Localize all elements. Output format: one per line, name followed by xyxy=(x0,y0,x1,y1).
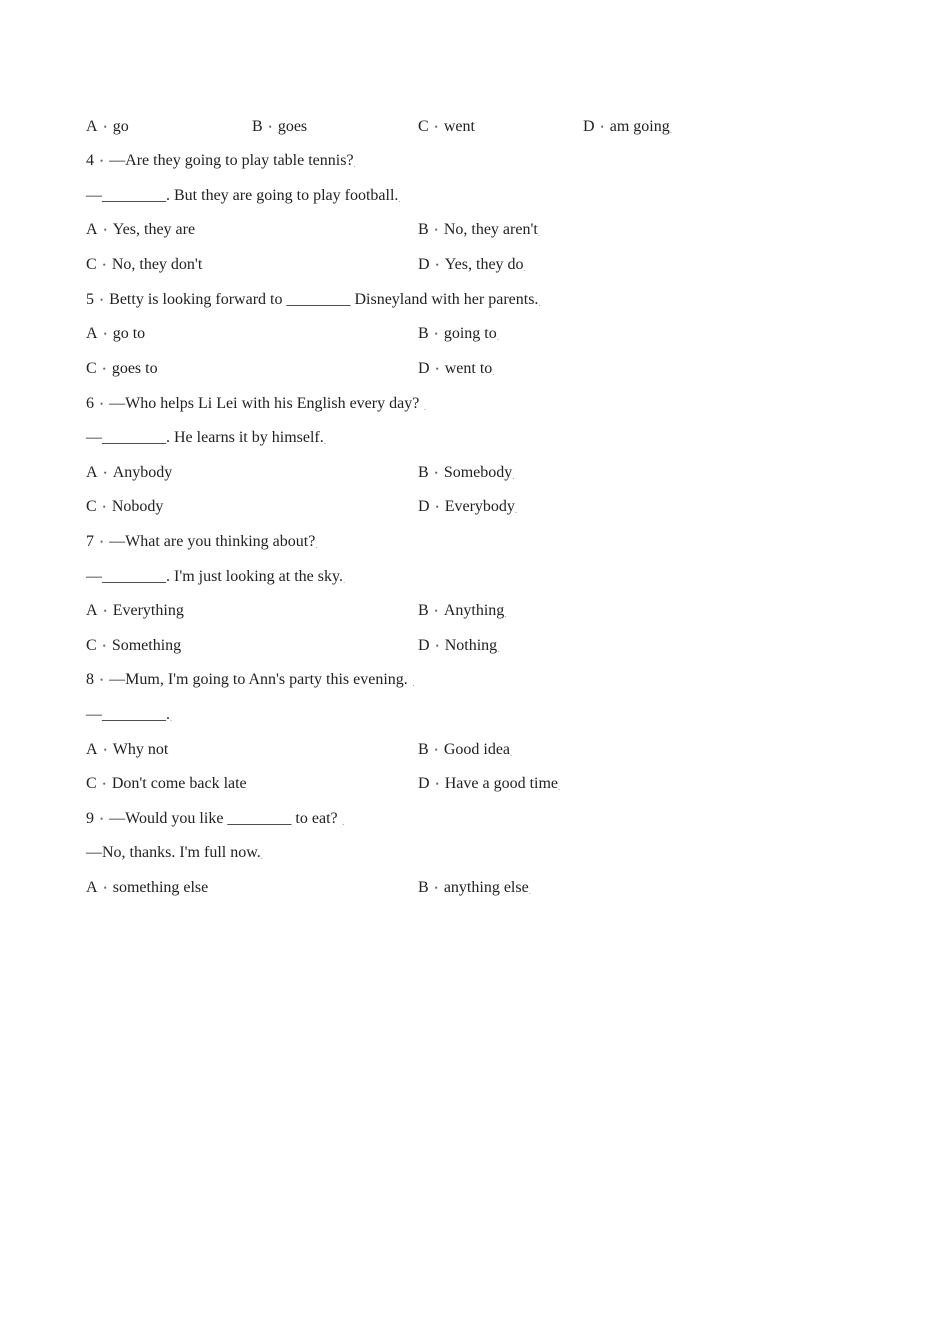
question-number: 8 xyxy=(86,671,94,688)
option-text: Everybody xyxy=(444,498,515,515)
q5-option-c[interactable]: C • goes to xyxy=(86,357,158,381)
option-letter: B xyxy=(418,325,429,342)
q7-option-c[interactable]: C • Something xyxy=(86,634,181,658)
option-letter: A xyxy=(86,602,98,619)
option-text: Anybody xyxy=(112,464,173,481)
question-reply: —________. I'm just looking at the sky. xyxy=(86,568,343,585)
q3-option-b[interactable]: B • goes xyxy=(252,115,307,139)
q6-option-c[interactable]: C • Nobody xyxy=(86,495,163,519)
option-text: something else xyxy=(112,879,209,896)
question-6-stem: 6 • —Who helps Li Lei with his English every day? . xyxy=(86,392,426,416)
option-text: anything else xyxy=(443,879,529,896)
option-letter: D xyxy=(418,637,430,654)
option-text: Don't come back late xyxy=(111,775,247,792)
q8-option-d[interactable]: D • Have a good time. xyxy=(418,772,560,799)
option-letter: B xyxy=(418,464,429,481)
option-letter: B xyxy=(418,221,429,238)
option-letter: C xyxy=(86,360,97,377)
question-6-reply: —________. He learns it by himself.. xyxy=(86,429,326,446)
option-text: No, they aren't xyxy=(443,221,538,238)
question-stem: —What are you thinking about? xyxy=(109,533,316,550)
q4-option-c[interactable]: C • No, they don't xyxy=(86,253,202,277)
question-stem: —Would you like ________ to eat? xyxy=(109,810,338,827)
question-5-stem: 5 • Betty is looking forward to ________ Disneyland with her parents.. xyxy=(86,288,541,312)
option-letter: D xyxy=(418,256,430,273)
option-letter: C xyxy=(86,256,97,273)
option-letter: D xyxy=(583,118,595,135)
q8-option-a[interactable]: A • Why not xyxy=(86,738,168,762)
option-letter: D xyxy=(418,360,430,377)
q4-option-a[interactable]: A • Yes, they are xyxy=(86,218,195,242)
option-text: go to xyxy=(112,325,146,342)
question-9-stem: 9 • —Would you like ________ to eat? . xyxy=(86,807,344,831)
option-text: Nothing xyxy=(444,637,498,654)
question-number: 4 xyxy=(86,152,94,169)
q7-option-a[interactable]: A • Everything xyxy=(86,599,184,623)
question-stem: Betty is looking forward to ________ Disneyland with her parents. xyxy=(109,291,539,308)
option-letter: C xyxy=(86,637,97,654)
question-reply: —________. xyxy=(86,706,170,723)
option-text: went to xyxy=(444,360,493,377)
question-9-reply: —No, thanks. I'm full now.. xyxy=(86,844,263,861)
option-text: went xyxy=(443,118,475,135)
option-text: Why not xyxy=(112,741,169,758)
q7-option-d[interactable]: D • Nothing. xyxy=(418,634,499,661)
option-letter: C xyxy=(86,498,97,515)
q5-option-d[interactable]: D • went to. xyxy=(418,357,495,384)
question-number: 5 xyxy=(86,291,94,308)
option-text: Everything xyxy=(112,602,184,619)
q5-option-a[interactable]: A • go to xyxy=(86,322,145,346)
q8-option-b[interactable]: B • Good idea. xyxy=(418,738,512,765)
q8-option-c[interactable]: C • Don't come back late xyxy=(86,772,247,796)
q9-option-b[interactable]: B • anything else. xyxy=(418,876,531,903)
question-stem: —Mum, I'm going to Ann's party this evening. xyxy=(109,671,408,688)
q6-option-a[interactable]: A • Anybody xyxy=(86,461,172,485)
q3-option-c[interactable]: C • went xyxy=(418,115,475,139)
option-text: No, they don't xyxy=(111,256,203,273)
question-number: 9 xyxy=(86,810,94,827)
q9-option-a[interactable]: A • something else xyxy=(86,876,208,900)
option-letter: A xyxy=(86,879,98,896)
q4-option-b[interactable]: B • No, they aren't. xyxy=(418,218,540,245)
q5-option-b[interactable]: B • going to. xyxy=(418,322,499,349)
option-text: Somebody xyxy=(443,464,513,481)
option-text: Good idea xyxy=(443,741,511,758)
question-number: 6 xyxy=(86,395,94,412)
question-8-reply: —________.. xyxy=(86,706,173,723)
option-text: Something xyxy=(111,637,182,654)
option-letter: D xyxy=(418,498,430,515)
option-letter: B xyxy=(418,879,429,896)
option-letter: A xyxy=(86,325,98,342)
option-letter: A xyxy=(86,221,98,238)
q4-option-d[interactable]: D • Yes, they do. xyxy=(418,253,526,280)
option-text: Yes, they are xyxy=(112,221,196,238)
option-letter: C xyxy=(418,118,429,135)
option-text: go xyxy=(112,118,129,135)
question-reply: —________. But they are going to play football. xyxy=(86,187,399,204)
option-text: goes to xyxy=(111,360,158,377)
question-reply: —No, thanks. I'm full now. xyxy=(86,844,261,861)
q6-option-b[interactable]: B • Somebody. xyxy=(418,461,515,488)
option-text: Anything xyxy=(443,602,505,619)
question-8-stem: 8 • —Mum, I'm going to Ann's party this evening. . xyxy=(86,668,415,692)
question-7-reply: —________. I'm just looking at the sky.. xyxy=(86,568,346,585)
question-number: 7 xyxy=(86,533,94,550)
question-stem: —Who helps Li Lei with his English every day? xyxy=(109,395,420,412)
option-text: Have a good time xyxy=(444,775,559,792)
option-text: Nobody xyxy=(111,498,164,515)
question-4-reply: —________. But they are going to play football.. xyxy=(86,187,401,204)
option-text: going to xyxy=(443,325,497,342)
option-letter: C xyxy=(86,775,97,792)
question-reply: —________. He learns it by himself. xyxy=(86,429,324,446)
option-letter: B xyxy=(418,741,429,758)
option-text: Yes, they do xyxy=(444,256,524,273)
q3-option-d[interactable]: D • am going. xyxy=(583,115,672,142)
question-7-stem: 7 • —What are you thinking about?. xyxy=(86,530,318,554)
q6-option-d[interactable]: D • Everybody. xyxy=(418,495,517,522)
option-letter: A xyxy=(86,464,98,481)
option-letter: A xyxy=(86,741,98,758)
option-letter: B xyxy=(418,602,429,619)
option-letter: D xyxy=(418,775,430,792)
option-letter: A xyxy=(86,118,98,135)
option-text: am going xyxy=(609,118,670,135)
option-text: goes xyxy=(277,118,308,135)
question-stem: —Are they going to play table tennis? xyxy=(109,152,354,169)
q7-option-b[interactable]: B • Anything. xyxy=(418,599,507,626)
option-letter: B xyxy=(252,118,263,135)
question-4-stem: 4 • —Are they going to play table tennis?. xyxy=(86,149,356,173)
q3-option-a[interactable]: A • go xyxy=(86,115,129,139)
